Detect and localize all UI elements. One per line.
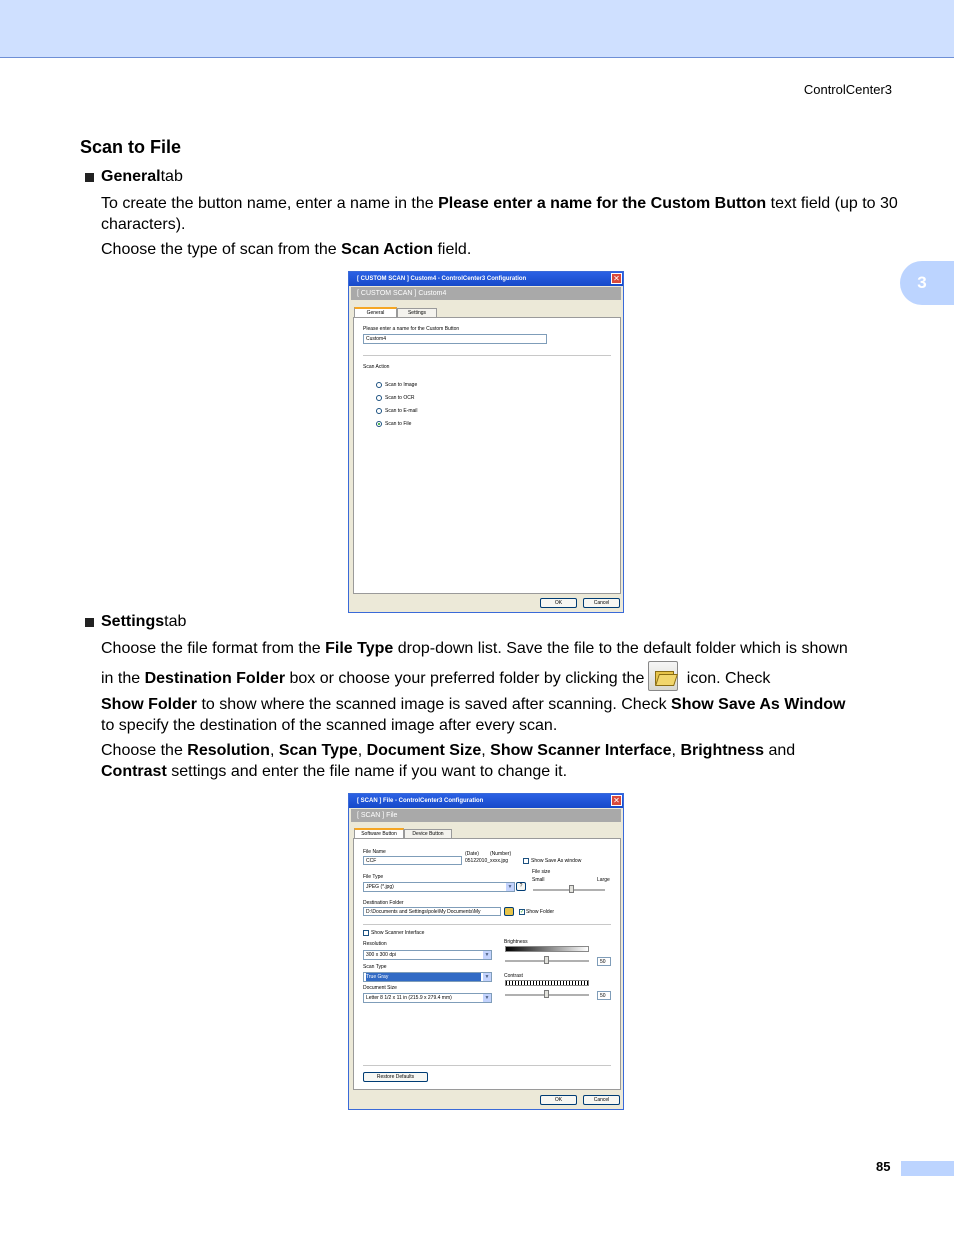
brightness-label: Brightness xyxy=(504,939,528,945)
document-size-value: Letter 8 1/2 x 11 in (215.9 x 279.4 mm) xyxy=(366,995,452,1001)
show-folder-checkbox[interactable]: ✓ xyxy=(520,909,525,915)
text-run: settings and enter the file name if you want to change it. xyxy=(166,763,568,780)
restore-defaults-button[interactable]: Restore Defaults xyxy=(363,1072,428,1082)
scan-file-dialog xyxy=(348,793,624,1110)
chevron-down-icon: ▼ xyxy=(484,952,490,958)
tab-device-button[interactable]: Device Button xyxy=(404,829,452,838)
brightness-value[interactable]: 50 xyxy=(597,957,611,966)
file-type-select[interactable] xyxy=(363,882,515,892)
file-type-value: JPEG (*.jpg) xyxy=(366,884,394,890)
general-paragraph-1 xyxy=(101,193,901,235)
text-run-bold: Document Size xyxy=(366,742,482,759)
text-run: to specify the destination of the scanned image after every scan. xyxy=(101,717,558,734)
settings-paragraph-1c xyxy=(101,694,901,736)
scan-type-value: True Gray xyxy=(366,973,481,981)
destination-folder-input[interactable]: D:\Documents and Settings\pole\My Documents\My xyxy=(363,907,501,916)
text-run: , xyxy=(481,742,491,759)
text-run: box or choose your preferred folder by clicking the xyxy=(285,670,645,688)
divider xyxy=(363,1065,611,1066)
show-scanner-interface-checkbox[interactable] xyxy=(363,930,369,936)
name-label: Please enter a name for the Custom Button xyxy=(363,326,460,332)
scan-type-select[interactable] xyxy=(363,972,492,982)
text-run-bold: Scan Action xyxy=(341,241,434,258)
bullet-square-icon xyxy=(85,618,94,627)
document-size-select[interactable] xyxy=(363,993,492,1003)
file-name-suffix: 05122010_xxxx.jpg xyxy=(465,858,509,864)
chevron-down-icon: ▼ xyxy=(507,884,513,890)
general-bullet-bold: General xyxy=(101,168,161,185)
dialog-header: [ SCAN ] File xyxy=(351,809,621,822)
general-bullet xyxy=(85,168,183,186)
show-save-as-checkbox[interactable] xyxy=(523,858,529,864)
settings-paragraph-1 xyxy=(101,638,901,659)
chevron-down-icon: ▼ xyxy=(484,974,490,980)
settings-paragraph-2 xyxy=(101,740,901,782)
bullet-square-icon xyxy=(85,173,94,182)
close-icon[interactable]: ✕ xyxy=(611,795,622,806)
text-run-bold: Show Folder xyxy=(101,696,197,713)
dialog-titlebar: [ CUSTOM SCAN ] Custom4 - ControlCenter3 Configuration xyxy=(349,272,623,286)
date-label: (Date) xyxy=(465,851,479,857)
text-run: To create the button name, enter a name in the xyxy=(101,195,439,212)
ok-button[interactable]: OK xyxy=(540,598,577,608)
file-type-label: File Type xyxy=(363,874,384,880)
option-label: Scan to E-mail xyxy=(385,408,418,414)
settings-bullet-rest: tab xyxy=(164,613,187,630)
radio-scan-to-email[interactable] xyxy=(376,408,382,414)
radio-scan-to-file[interactable] xyxy=(376,421,382,427)
browse-folder-icon[interactable] xyxy=(504,907,514,916)
show-scanner-interface-label: Show Scanner Interface xyxy=(371,930,425,936)
chevron-down-icon: ▼ xyxy=(484,995,490,1001)
close-icon[interactable]: ✕ xyxy=(611,273,622,284)
cancel-button[interactable]: Cancel xyxy=(583,598,620,608)
software-button-panel xyxy=(353,838,621,1090)
show-folder-label: Show Folder xyxy=(526,909,555,915)
document-size-label: Document Size xyxy=(363,985,397,991)
scan-action-label: Scan Action xyxy=(363,364,390,370)
contrast-pattern xyxy=(505,980,589,986)
text-run: , xyxy=(269,742,279,759)
text-run: icon. Check xyxy=(682,670,771,688)
small-label: Small xyxy=(532,877,545,883)
text-run: and xyxy=(764,742,796,759)
text-run: field. xyxy=(433,241,472,258)
text-run-bold: Show Scanner Interface xyxy=(490,742,672,759)
text-run-bold: Show Save As Window xyxy=(671,696,846,713)
general-paragraph-2 xyxy=(101,239,901,260)
file-name-input[interactable]: CCF xyxy=(363,856,462,865)
cancel-button[interactable]: Cancel xyxy=(583,1095,620,1105)
help-icon[interactable]: ? xyxy=(516,882,526,891)
contrast-label: Contrast xyxy=(504,973,523,979)
resolution-label: Resolution xyxy=(363,941,387,947)
brightness-slider[interactable] xyxy=(544,956,549,964)
general-panel xyxy=(353,317,621,594)
contrast-slider[interactable] xyxy=(544,990,549,998)
file-name-label: File Name xyxy=(363,849,386,855)
settings-bullet xyxy=(85,613,186,631)
option-label: Scan to OCR xyxy=(385,395,415,401)
text-run: Choose the file format from the xyxy=(101,640,326,657)
running-header: ControlCenter3 xyxy=(803,82,892,97)
text-run: in the xyxy=(101,670,145,688)
number-label: (Number) xyxy=(490,851,512,857)
option-label: Scan to File xyxy=(385,421,412,427)
option-label: Scan to Image xyxy=(385,382,418,388)
brightness-gradient xyxy=(505,946,589,952)
chapter-number: 3 xyxy=(917,273,927,292)
dialog-titlebar: [ SCAN ] File - ControlCenter3 Configuration xyxy=(349,794,623,808)
section-title: Scan to File xyxy=(80,137,182,157)
general-bullet-rest: tab xyxy=(160,168,183,185)
tab-settings[interactable]: Settings xyxy=(397,308,437,317)
top-header-band xyxy=(0,0,954,58)
tab-software-button[interactable]: Software Button xyxy=(354,828,404,838)
large-label: Large xyxy=(597,877,610,883)
text-run-bold: Please enter a name for the Custom Button xyxy=(438,195,767,212)
text-run-bold: Brightness xyxy=(680,742,765,759)
radio-scan-to-ocr[interactable] xyxy=(376,395,382,401)
text-run: Choose the type of scan from the xyxy=(101,241,342,258)
show-save-as-label: Show Save As window xyxy=(531,858,582,864)
page-number: 85 xyxy=(876,1159,891,1174)
tab-general[interactable]: General xyxy=(354,307,397,317)
radio-scan-to-image[interactable] xyxy=(376,382,382,388)
settings-paragraph-1b xyxy=(101,664,901,694)
text-run-bold: Contrast xyxy=(101,763,167,780)
text-run-bold: File Type xyxy=(325,640,394,657)
folder-icon xyxy=(648,661,678,691)
text-run-bold: Resolution xyxy=(187,742,270,759)
custom-scan-dialog xyxy=(348,271,624,613)
text-run: , xyxy=(357,742,367,759)
text-run: to show where the scanned image is saved after scanning. Check xyxy=(197,696,672,713)
resolution-value: 300 x 300 dpi xyxy=(366,952,397,958)
button-name-input[interactable]: Custom4 xyxy=(363,334,547,344)
text-run-bold: Destination Folder xyxy=(144,670,286,688)
ok-button[interactable]: OK xyxy=(540,1095,577,1105)
text-run: text field (up to 30 characters). xyxy=(101,195,898,233)
resolution-select[interactable] xyxy=(363,950,492,960)
text-run-bold: Scan Type xyxy=(278,742,358,759)
file-size-label: File size xyxy=(532,869,551,875)
text-run: drop-down list. Save the file to the default folder which is shown xyxy=(393,640,848,657)
text-run: Choose the xyxy=(101,742,188,759)
text-run: , xyxy=(671,742,681,759)
scan-type-label: Scan Type xyxy=(363,964,387,970)
divider xyxy=(363,924,611,925)
contrast-value[interactable]: 50 xyxy=(597,991,611,1000)
dialog-header: [ CUSTOM SCAN ] Custom4 xyxy=(351,287,621,300)
destination-folder-label: Destination Folder xyxy=(363,900,404,906)
settings-bullet-bold: Settings xyxy=(101,613,165,630)
divider xyxy=(363,355,611,356)
chapter-tab xyxy=(900,261,954,305)
file-size-slider[interactable] xyxy=(569,885,574,893)
footer-band xyxy=(901,1161,954,1176)
